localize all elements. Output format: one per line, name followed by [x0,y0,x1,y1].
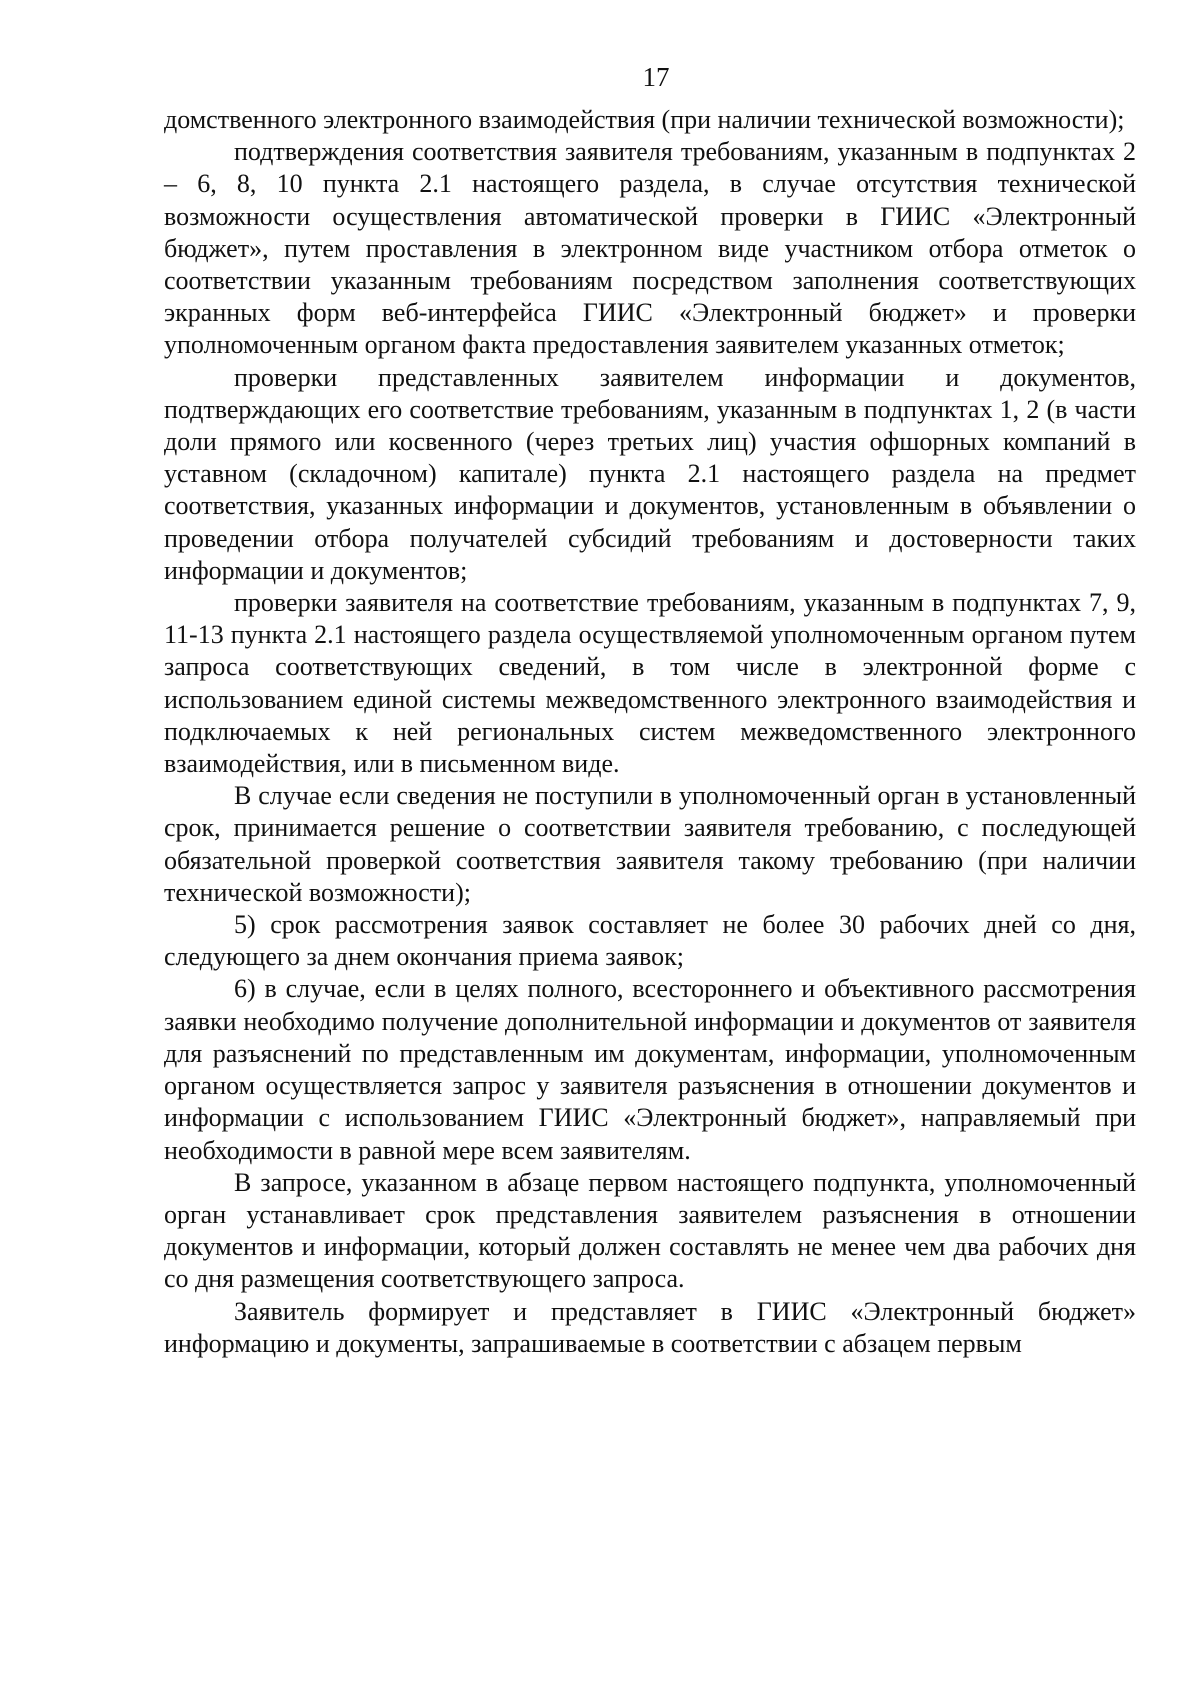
paragraph-7: 6) в случае, если в целях полного, всестороннего и объективного рассмотрения заявки необходимо получение дополнительной информации и документов от заявителя для разъяснений по представленным им документам, информации, уполномоченным органом осуществляется запрос у заявителя разъяснения в отношении документов и информации с использованием ГИИС «Электронный бюджет», направляемый при необходимости в равной мере всем заявителям. [164,974,1136,1165]
paragraph-4: проверки заявителя на соответствие требованиям, указанным в подпунктах 7, 9, 11-13 пункта 2.1 настоящего раздела осуществляемой уполномоченным органом путем запроса соответствующих сведений, в том числе в электронной форме с использованием единой системы межведомственного электронного взаимодействия и подключаемых к ней региональных систем межведомственного электронного взаимодействия, или в письменном виде. [164,588,1136,779]
paragraph-8: В запросе, указанном в абзаце первом настоящего подпункта, уполномоченный орган устанавливает срок представления заявителем разъяснения в отношении документов и информации, который должен составлять не менее чем два рабочих дня со дня размещения соответствующего запроса. [164,1167,1136,1294]
paragraph-3: проверки представленных заявителем информации и документов, подтверждающих его соответствие требованиям, указанным в подпунктах 1, 2 (в части доли прямого или косвенного (через третьих лиц) участия офшорных компаний в уставном (складочном) капитале) пункта 2.1 настоящего раздела на предмет соответствия, указанных информации и документов, установленным в объявлении о проведении отбора получателей субсидий требованиям и достоверности таких информации и документов; [164,362,1136,585]
paragraph-1: домственного электронного взаимодействия (при наличии технической возможности); [164,105,1125,134]
page-number: 17 [642,62,670,92]
paragraph-6: 5) срок рассмотрения заявок составляет не более 30 рабочих дней со дня, следующего за днем окончания приема заявок; [164,910,1136,972]
paragraph-2: подтверждения соответствия заявителя требованиям, указанным в подпунктах 2 – 6, 8, 10 пункта 2.1 настоящего раздела, в случае отсутствия технической возможности осуществления автоматической проверки в ГИИС «Электронный бюджет», путем проставления в электронном виде участником отбора отметок о соответствии указанным требованиям посредством заполнения соответствующих экранных форм веб-интерфейса ГИИС «Электронный бюджет» и проверки уполномоченным органом факта предоставления заявителем указанных отметок; [164,137,1136,360]
paragraph-5: В случае если сведения не поступили в уполномоченный орган в установленный срок, принимается решение о соответствии заявителя требованию, с последующей обязательной проверкой соответствия заявителя такому требованию (при наличии технической возможности); [164,781,1136,907]
document-body [164,104,1136,1360]
paragraph-9: Заявитель формирует и представляет в ГИИС «Электронный бюджет» информацию и документы, запрашиваемые в соответствии с абзацем первым [164,1296,1136,1358]
